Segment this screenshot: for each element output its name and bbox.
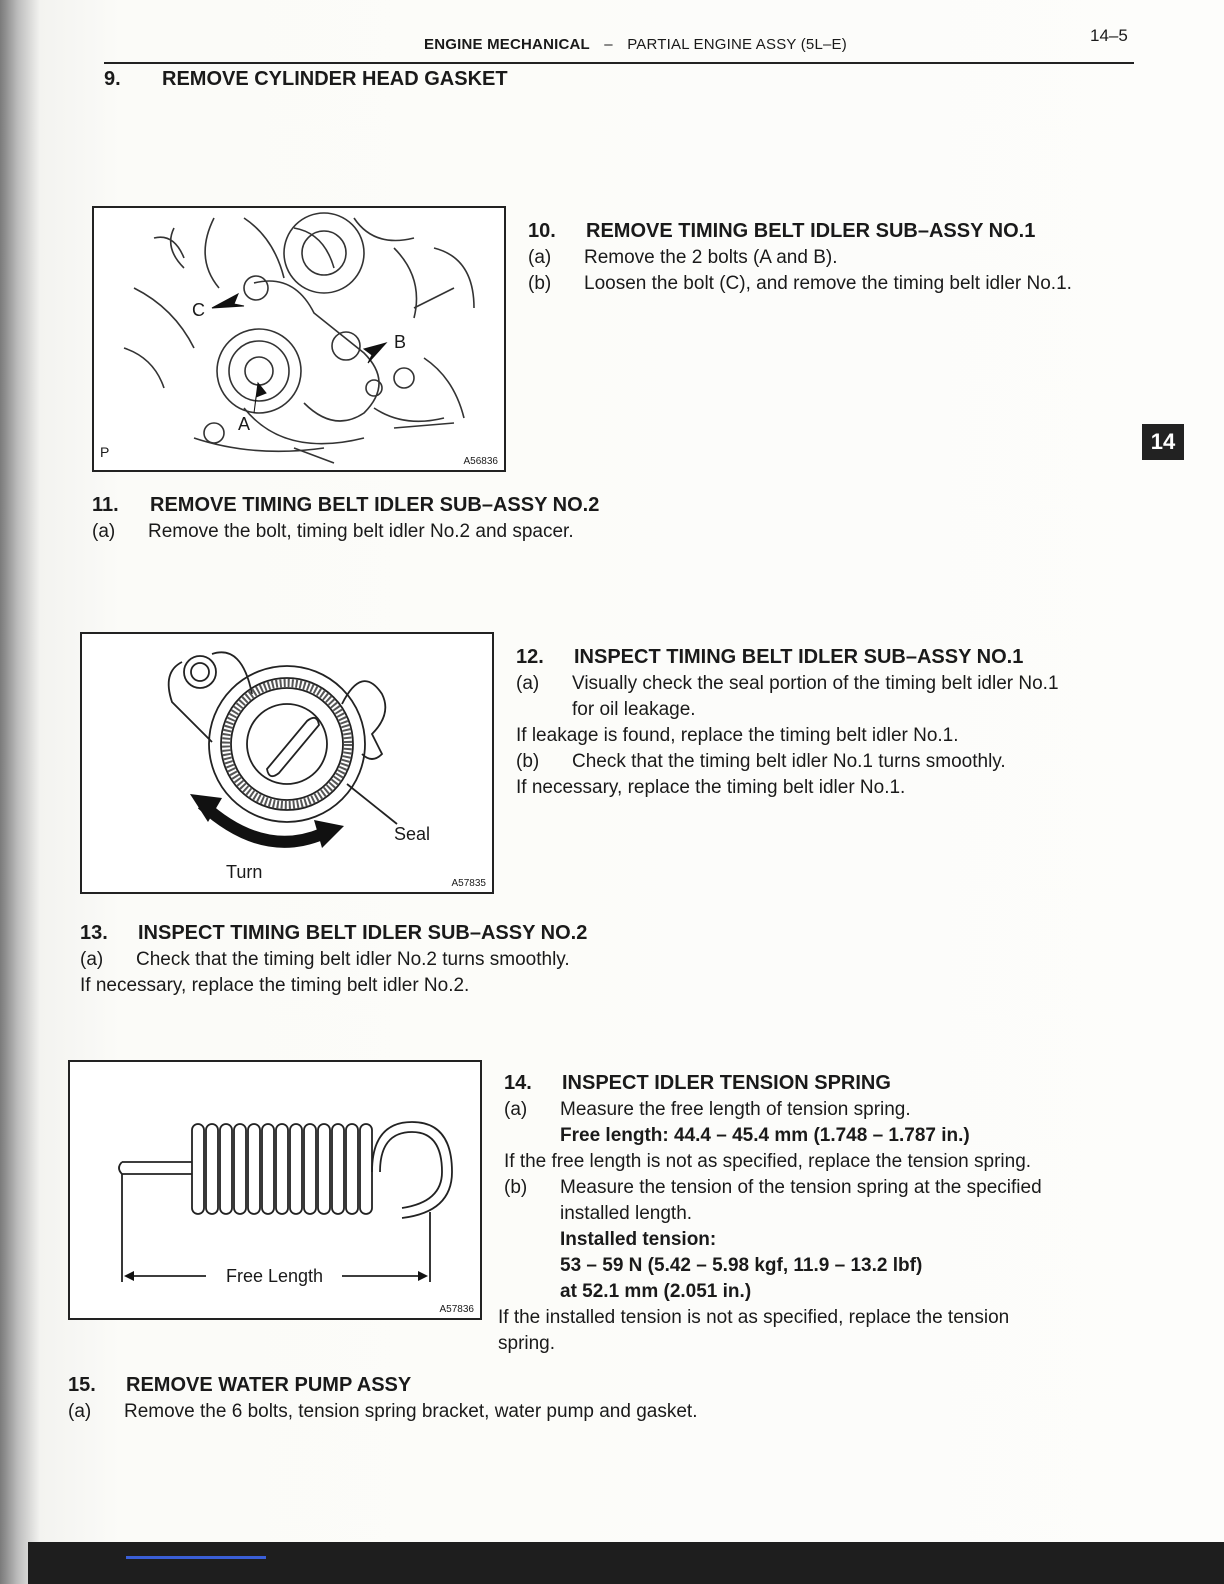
idler-seal-drawing	[82, 634, 492, 892]
spec-installed-tension-title: Installed tension:	[560, 1229, 717, 1250]
figure-code: A57835	[451, 878, 486, 889]
step-13-title: INSPECT TIMING BELT IDLER SUB–ASSY NO.2	[138, 922, 588, 944]
step-13-a-label: (a)	[80, 949, 104, 970]
step-12-b-text: Check that the timing belt idler No.1 turns smoothly.	[572, 751, 1006, 772]
step-14-note-2-cont: spring.	[498, 1333, 556, 1354]
spec-installed-length: at 52.1 mm (2.051 in.)	[560, 1281, 752, 1302]
step-12-note-1: If leakage is found, replace the timing belt idler No.1.	[516, 725, 959, 746]
arrow-b-icon	[364, 343, 386, 363]
step-13-note: If necessary, replace the timing belt idler No.2.	[80, 975, 470, 996]
spec-installed-tension-value: 53 – 59 N (5.42 – 5.98 kgf, 11.9 – 13.2 lbf)	[560, 1255, 923, 1276]
step-10-heading	[528, 220, 1148, 243]
header-dash: –	[604, 36, 613, 53]
label-free-length: Free Length	[226, 1266, 324, 1286]
chapter-tab: 14	[1142, 424, 1184, 460]
scan-blue-mark	[126, 1556, 266, 1559]
step-13-a-text: Check that the timing belt idler No.2 turns smoothly.	[136, 949, 570, 970]
scan-bottom-edge	[28, 1542, 1224, 1584]
step-12-b-label: (b)	[516, 751, 540, 772]
header-section: ENGINE MECHANICAL	[424, 36, 590, 53]
step-13-heading	[80, 922, 700, 945]
turn-arrow-icon	[202, 804, 322, 842]
step-11	[92, 494, 692, 545]
figure-code: A57836	[439, 1304, 474, 1315]
step-10-a-label: (a)	[528, 247, 552, 268]
step-9-title: REMOVE CYLINDER HEAD GASKET	[162, 68, 508, 90]
running-header	[424, 36, 847, 53]
step-14	[498, 1072, 1124, 1357]
step-14-note-2: If the installed tension is not as specified, replace the tension	[498, 1307, 1010, 1328]
arrow-c-icon	[212, 294, 244, 308]
step-12-heading	[516, 646, 1156, 669]
step-9-heading	[104, 68, 508, 91]
page-number: 14–5	[1090, 26, 1128, 45]
step-15-a-text: Remove the 6 bolts, tension spring bracket, water pump and gasket.	[124, 1401, 698, 1422]
step-10-title: REMOVE TIMING BELT IDLER SUB–ASSY NO.1	[586, 220, 1036, 242]
figure-code: A56836	[463, 456, 498, 467]
step-15-number: 15.	[68, 1374, 96, 1396]
step-10-a-text: Remove the 2 bolts (A and B).	[584, 247, 838, 268]
step-14-a-text: Measure the free length of tension spring.	[560, 1099, 911, 1120]
label-c: C	[192, 300, 205, 320]
step-14-a	[504, 1097, 1124, 1123]
step-11-title: REMOVE TIMING BELT IDLER SUB–ASSY NO.2	[150, 494, 600, 516]
spring-coils	[192, 1124, 372, 1214]
step-13-number: 13.	[80, 922, 108, 944]
step-14-title: INSPECT IDLER TENSION SPRING	[562, 1072, 891, 1094]
step-15-a-label: (a)	[68, 1401, 92, 1422]
step-14-b-label: (b)	[504, 1177, 528, 1198]
step-12	[516, 646, 1156, 801]
step-11-a	[92, 519, 692, 545]
step-12-b	[516, 749, 1156, 775]
step-12-a-text-cont: for oil leakage.	[572, 699, 696, 720]
step-14-number: 14.	[504, 1072, 532, 1094]
label-turn: Turn	[226, 862, 263, 882]
label-a: A	[238, 414, 251, 434]
step-11-a-label: (a)	[92, 521, 116, 542]
step-14-heading	[504, 1072, 1124, 1095]
step-15	[68, 1374, 868, 1425]
arrow-a-icon	[254, 383, 266, 413]
figure-idler-seal	[80, 632, 494, 894]
step-11-a-text: Remove the bolt, timing belt idler No.2 and spacer.	[148, 521, 574, 542]
step-12-a-label: (a)	[516, 673, 540, 694]
step-14-b	[504, 1175, 1124, 1201]
header-subsection: PARTIAL ENGINE ASSY (5L–E)	[627, 36, 847, 53]
step-12-a-text: Visually check the seal portion of the timing belt idler No.1	[572, 673, 1059, 694]
step-14-a-label: (a)	[504, 1099, 528, 1120]
step-13	[80, 922, 700, 999]
step-10	[528, 220, 1148, 297]
step-10-b-text: Loosen the bolt (C), and remove the timing belt idler No.1.	[584, 273, 1072, 294]
step-12-note-2: If necessary, replace the timing belt idler No.1.	[516, 777, 906, 798]
step-15-heading	[68, 1374, 868, 1397]
step-13-a	[80, 947, 700, 973]
figure-tension-spring	[68, 1060, 482, 1320]
step-10-b-label: (b)	[528, 273, 552, 294]
step-10-b	[528, 271, 1148, 297]
label-seal: Seal	[394, 824, 431, 844]
step-15-title: REMOVE WATER PUMP ASSY	[126, 1374, 412, 1396]
step-14-b-text-cont: installed length.	[560, 1203, 693, 1224]
step-10-a	[528, 245, 1148, 271]
step-11-number: 11.	[92, 494, 119, 516]
label-b: B	[394, 332, 407, 352]
step-11-heading	[92, 494, 692, 517]
step-9-number: 9.	[104, 68, 121, 90]
step-12-a	[516, 671, 1156, 697]
idler-bolts-drawing	[94, 208, 504, 470]
spec-free-length: Free length: 44.4 – 45.4 mm (1.748 – 1.787 in.)	[560, 1125, 970, 1146]
header-rule	[104, 62, 1134, 64]
step-15-a	[68, 1399, 868, 1425]
step-14-b-text: Measure the tension of the tension spring at the specified	[560, 1177, 1042, 1198]
step-12-title: INSPECT TIMING BELT IDLER SUB–ASSY NO.1	[574, 646, 1024, 668]
figure-idler-no1-bolts	[92, 206, 506, 472]
step-10-number: 10.	[528, 220, 556, 242]
step-14-note-1: If the free length is not as specified, replace the tension spring.	[504, 1151, 1032, 1172]
label-p: P	[100, 444, 110, 460]
step-12-number: 12.	[516, 646, 544, 668]
